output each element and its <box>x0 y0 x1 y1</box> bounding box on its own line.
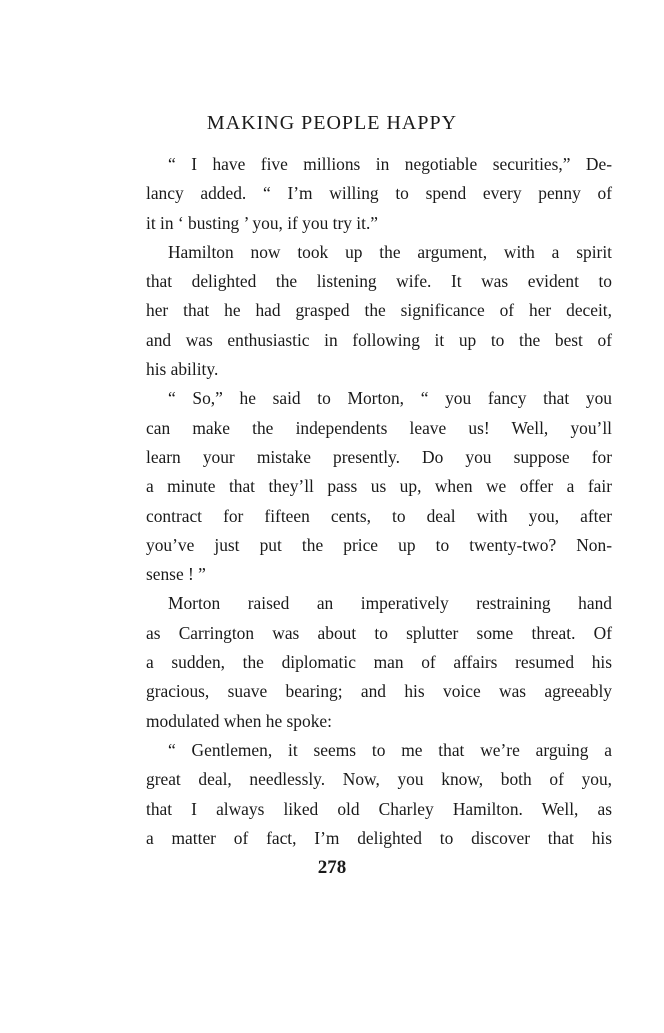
text-line: lancy added. “ I’m willing to spend every penny of <box>146 183 612 204</box>
text-line: his ability. <box>146 359 219 380</box>
text-line: Hamilton now took up the argument, with a spirit <box>168 241 612 262</box>
text-line: gracious, suave bearing; and his voice was agreeably <box>146 681 612 702</box>
text-line: and was enthusiastic in following it up to the best of <box>146 329 612 350</box>
text-line: you’ve just put the price up to twenty-two? Non- <box>146 534 612 555</box>
text-line: learn your mistake presently. Do you suppose for <box>146 446 612 467</box>
text-line: “ I have five millions in negotiable securities,” De- <box>168 154 612 174</box>
text-line: that delighted the listening wife. It was evident to <box>146 271 612 292</box>
text-line: sense ! ” <box>146 564 206 585</box>
running-head: MAKING PEOPLE HAPPY <box>206 112 458 134</box>
text-line: Morton raised an imperatively restraining hand <box>168 593 612 614</box>
text-line: “ So,” he said to Morton, “ you fancy that you <box>168 388 612 409</box>
text-line: her that he had grasped the significance of her deceit, <box>146 300 612 321</box>
text-line: modulated when he spoke: <box>146 710 332 731</box>
text-line: as Carrington was about to splutter some threat. Of <box>146 622 612 643</box>
text-line: contract for fifteen cents, to deal with you, after <box>146 505 612 526</box>
text-line: great deal, needlessly. Now, you know, both of you, <box>146 769 612 790</box>
text-line: a matter of fact, I’m delighted to discover that his <box>146 827 612 848</box>
text-line: it in ‘ busting ’ you, if you try it.” <box>146 212 379 233</box>
text-line: a minute that they’ll pass us up, when we offer a fair <box>146 476 612 497</box>
text-line: that I always liked old Charley Hamilton. Well, as <box>146 798 612 819</box>
text-line: a sudden, the diplomatic man of affairs resumed his <box>146 652 612 673</box>
page-number: 278 <box>317 857 347 878</box>
text-line: “ Gentlemen, it seems to me that we’re arguing a <box>168 739 612 760</box>
body-text <box>146 150 612 853</box>
text-line: can make the independents leave us! Well, you’ll <box>146 417 612 438</box>
